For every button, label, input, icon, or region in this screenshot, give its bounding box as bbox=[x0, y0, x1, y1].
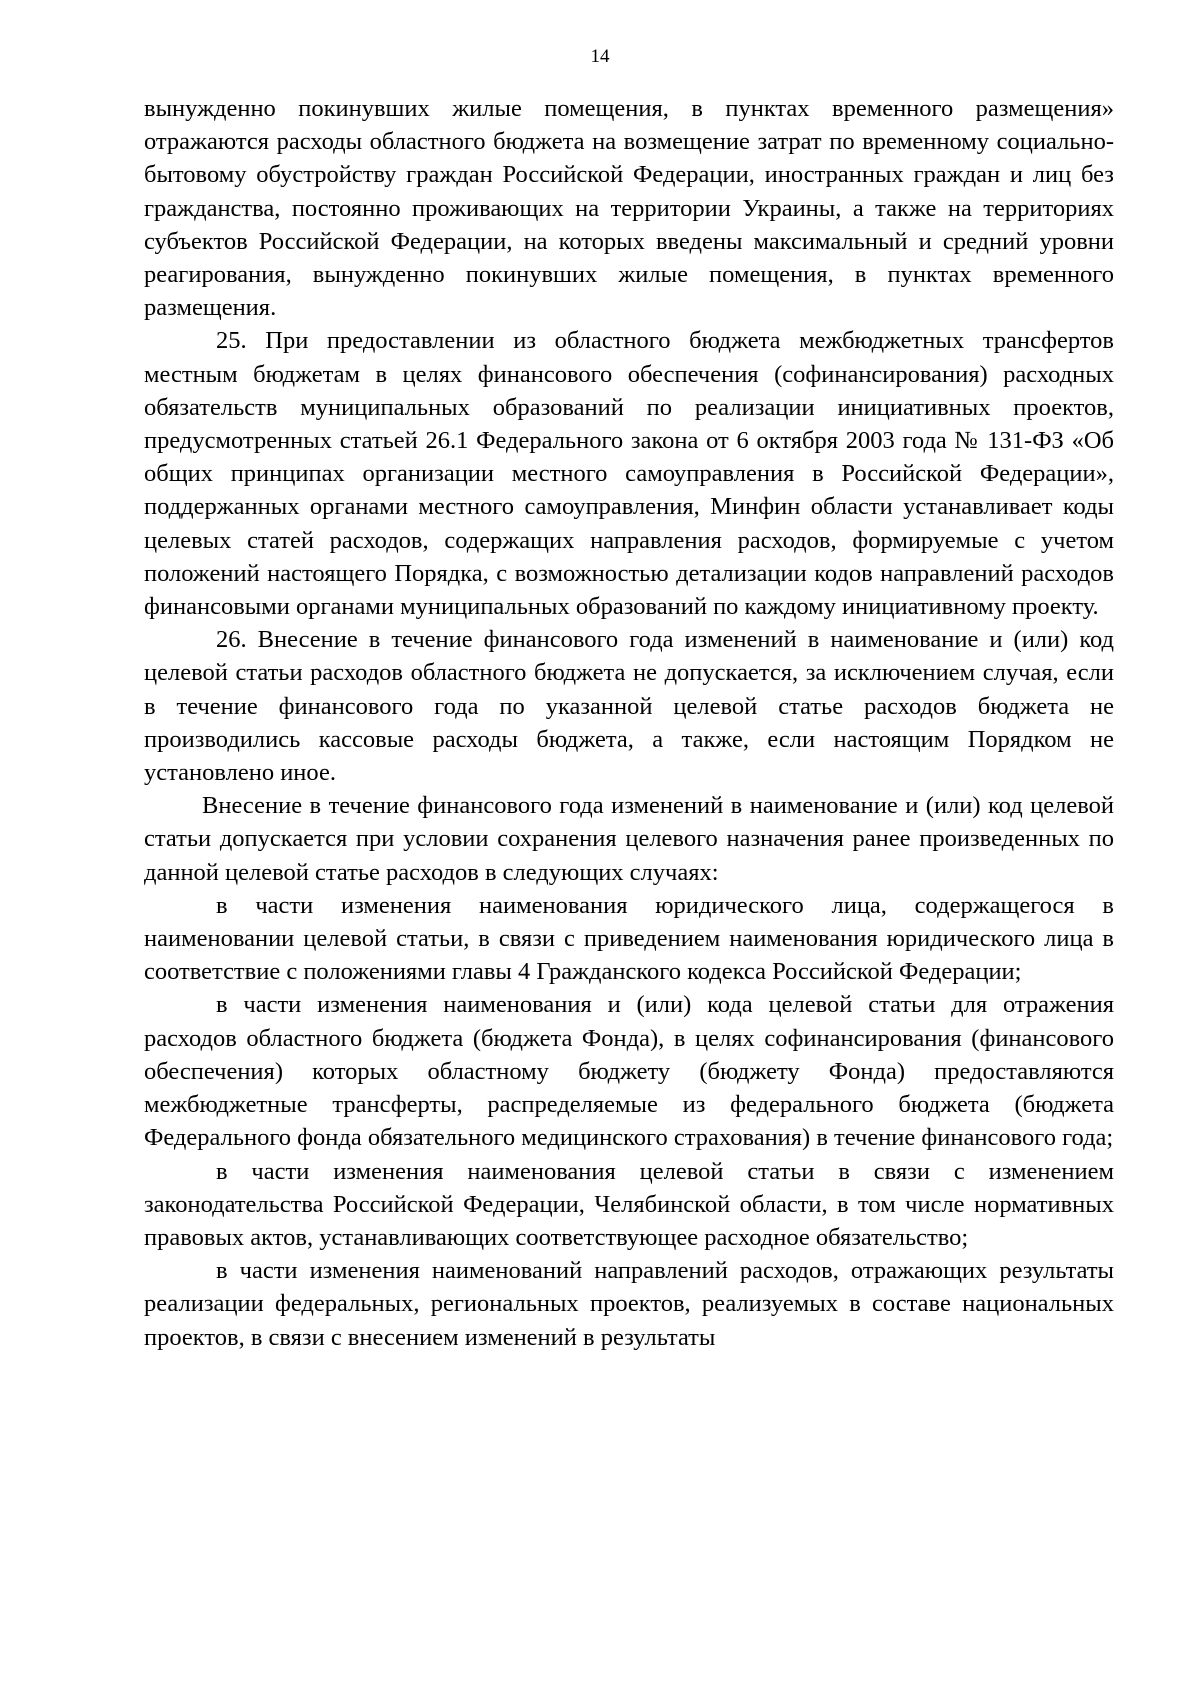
document-body bbox=[144, 92, 1114, 1354]
paragraph-amendment-conditions: Внесение в течение финансового года изменений в наименование и (или) код целевой статьи допускается при условии сохранения целевого назначения ранее произведенных по данной целевой статье расходов в следующих случаях: bbox=[144, 792, 1114, 886]
paragraph-item-25: 25. При предоставлении из областного бюджета межбюджетных трансфертов местным бюджетам в целях финансового обеспечения (софинансирования) расходных обязательств муниципальных образований по реализации инициативных проектов, предусмотренных статьей 26.1 Федерального закона от 6 октября 2003 года № 131-ФЗ «Об общих принципах организации местного самоуправления в Российской Федерации», поддержанных органами местного самоуправления, Минфин области устанавливает коды целевых статей расходов, содержащих направления расходов, формируемые с учетом положений настоящего Порядка, с возможностью детализации кодов направлений расходов финансовыми органами муниципальных образований по каждому инициативному проекту. bbox=[144, 327, 1114, 621]
paragraph-item-26: 26. Внесение в течение финансового года изменений в наименование и (или) код целевой статьи расходов областного бюджета не допускается, за исключением случая, если в течение финансового года по указанной целевой статье расходов бюджета не производились кассовые расходы бюджета, а также, если настоящим Порядком не установлено иное. bbox=[144, 626, 1114, 787]
page-number: 14 bbox=[590, 46, 610, 67]
paragraph-case-legal-entity-name: в части изменения наименования юридического лица, содержащегося в наименовании целевой статьи, в связи с приведением наименования юридического лица в соответствие с положениями главы 4 Гражданского кодекса Российской Федерации; bbox=[144, 891, 1114, 986]
paragraph-case-national-projects: в части изменения наименований направлений расходов, отражающих результаты реализации федеральных, региональных проектов, реализуемых в составе национальных проектов, в связи с внесением изменений в результаты bbox=[144, 1257, 1114, 1351]
paragraph-case-legislation-change: в части изменения наименования целевой статьи в связи с изменением законодательства Российской Федерации, Челябинской области, в том числе нормативных правовых актов, устанавливающих соответствующее расходное обязательство; bbox=[144, 1157, 1114, 1251]
paragraph-continuation: вынужденно покинувших жилые помещения, в пунктах временного размещения» отражаются расходы областного бюджета на возмещение затрат по временному социально-бытовому обустройству граждан Российской Федерации, иностранных граждан и лиц без гражданства, постоянно проживающих на территории Украины, а также на территориях субъектов Российской Федерации, на которых введены максимальный и средний уровни реагирования, вынужденно покинувших жилые помещения, в пунктах временного размещения. bbox=[144, 95, 1114, 322]
paragraph-case-transfers: в части изменения наименования и (или) кода целевой статьи для отражения расходов областного бюджета (бюджета Фонда), в целях софинансирования (финансового обеспечения) которых областному бюджету (бюджету Фонда) предоставляются межбюджетные трансферты, распределяемые из федерального бюджета (бюджета Федерального фонда обязательного медицинского страхования) в течение финансового года; bbox=[144, 991, 1114, 1152]
